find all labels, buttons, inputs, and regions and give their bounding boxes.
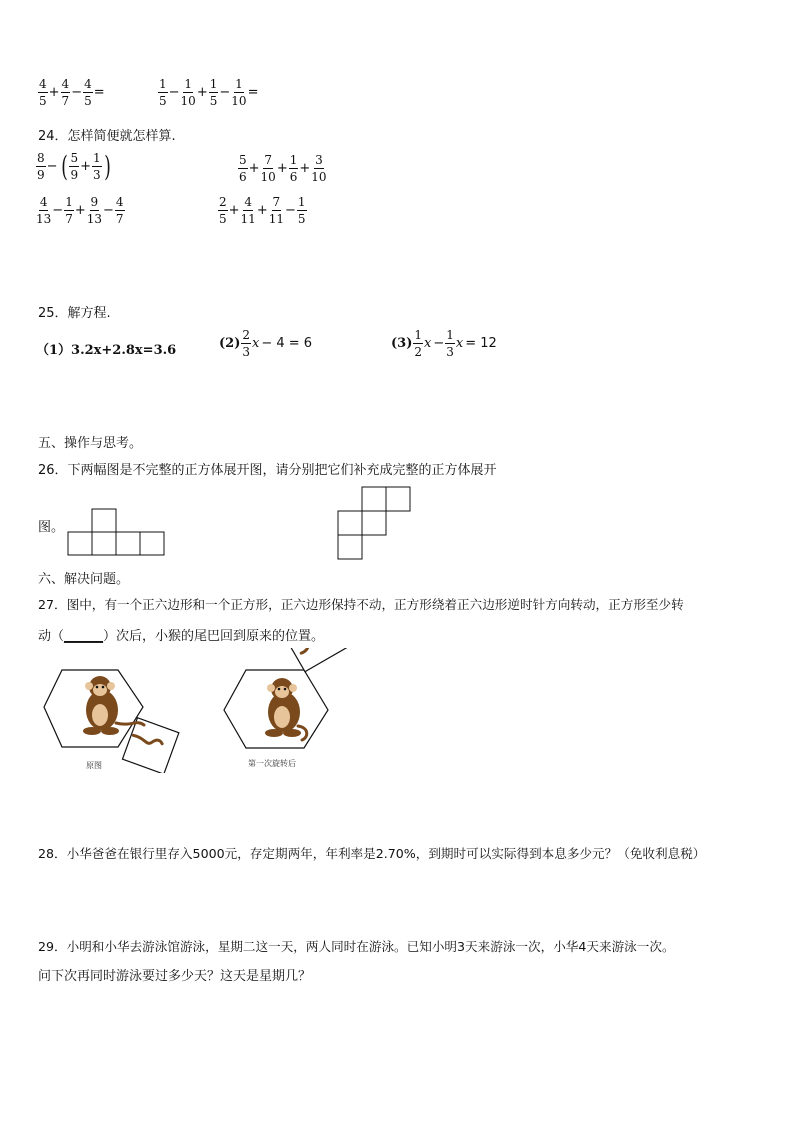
question-27-text-cont: 动（______）次后，小猴的尾巴回到原来的位置。 [38,629,325,644]
expression-top-2: $\frac{1}{5}$ − $\frac{1}{10}$ + $\frac{1}{5}$ − $\frac{1}{10}$ = [159,77,259,108]
caption-after-rotation: 第一次旋转后 [248,759,296,768]
question-24-title: 24．怎样简便就怎样算. [38,129,176,144]
q24-expression-c: $\frac{4}{13}$ − $\frac{1}{7}$ + $\frac{9}{13}$ − $\frac{4}{7}$ [36,195,124,226]
answer-blank[interactable]: ______ [64,629,104,644]
q25-equation-2: (2) $\frac{2}{3}$ x − 4 = 6 [219,328,313,359]
question-25-title: 25．解方程. [38,306,111,321]
q24-expression-d: $\frac{2}{5}$ + $\frac{4}{11}$ + $\frac{7}{11}$ − $\frac{1}{5}$ [219,195,306,226]
fraction: $\frac{1}{10}$ [180,77,196,108]
fraction: $\frac{1}{5}$ [209,77,218,108]
question-26-text: 26．下两幅图是不完整的正方体展开图，请分别把它们补充成完整的正方体展开 [38,463,497,478]
fraction: $\frac{1}{10}$ [231,77,247,108]
cube-net-1 [66,508,166,558]
fraction: $\frac{1}{5}$ [159,77,167,108]
question-29-text-cont: 问下次再同时游泳要过多少天？这天是星期几？ [38,969,312,984]
expression-top-1: $\frac{4}{5}$ + $\frac{4}{7}$ − $\frac{4}{5}$ = [39,77,105,108]
fraction: $\frac{4}{5}$ [39,77,47,108]
fraction: $\frac{4}{5}$ [84,77,92,108]
question-29-text: 29．小明和小华去游泳馆游泳，星期二这一天，两人同时在游泳。已知小明3天来游泳一次，小华4天来游泳一次。 [38,939,675,954]
figure-after-rotation [218,648,368,773]
caption-original: 原图 [86,761,102,770]
fraction: $\frac{4}{7}$ [61,77,70,108]
q24-expression-a: $\frac{8}{9}$ − ( $\frac{5}{9}$ + $\frac{1}{3}$ ) [37,149,111,183]
question-28-text: 28．小华爸爸在银行里存入5000元，存定期两年，年利率是2.70%，到期时可以实际得到本息多少元？（免收利息税） [38,846,706,861]
q25-equation-1: （1）3.2x+2.8x=3.6 [36,343,177,358]
question-26-text-cont: 图。 [38,520,65,535]
q25-equation-3: (3) $\frac{1}{2}$ x − $\frac{1}{3}$ x = 12 [391,328,497,359]
figure-original [40,665,190,773]
cube-net-2 [336,486,412,560]
question-27-text: 27．图中，有一个正六边形和一个正方形，正六边形保持不动，正方形绕着正六边形逆时针方向转动，正方形至少转 [38,597,684,612]
section-5-heading: 五、操作与思考。 [38,436,143,451]
q24-expression-b: $\frac{5}{6}$ + $\frac{7}{10}$ + $\frac{1}{6}$ + $\frac{3}{10}$ [239,153,327,184]
section-6-heading: 六、解决问题。 [38,572,130,587]
